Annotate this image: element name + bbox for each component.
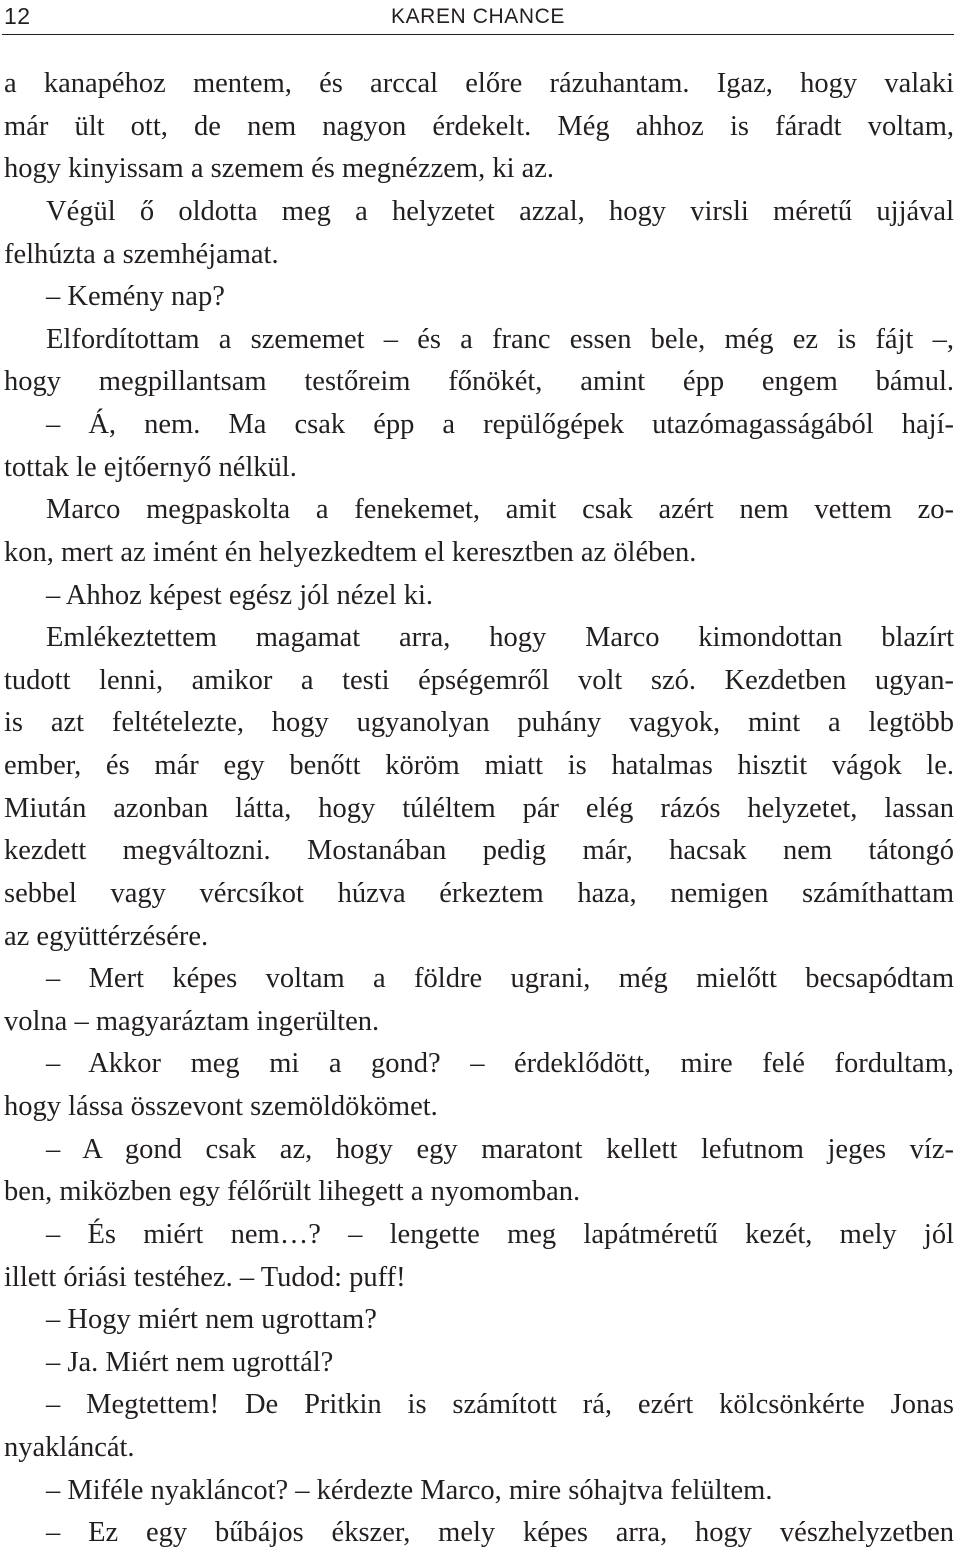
text-line: tottak le ejtőernyő nélkül. <box>4 451 297 483</box>
running-title: KAREN CHANCE <box>390 5 566 28</box>
text-line: hogy megpillantsam testőreim főnökét, amint épp engem bámul. <box>4 366 954 398</box>
text-line: Marco megpaskolta a fenekemet, amit csak azért nem vettem zo- <box>46 494 954 526</box>
text-line: – Hogy miért nem ugrottam? <box>46 1304 377 1336</box>
text-line: tudott lenni, amikor a testi épségemről volt szó. Kezdetben ugyan- <box>4 664 954 696</box>
text-line: – Mert képes voltam a földre ugrani, még mielőtt becsapódtam <box>46 963 954 995</box>
text-line: hogy kinyissam a szemem és megnézzem, ki az. <box>4 153 555 185</box>
text-line: ember, és már egy benőtt köröm miatt is hatalmas hisztit vágok le. <box>4 750 954 781</box>
text-line: kezdett megváltozni. Mostanában pedig már, hacsak nem tátongó <box>4 835 954 867</box>
text-line: Végül ő oldotta meg a helyzetet azzal, hogy virsli méretű ujjával <box>46 195 954 227</box>
text-line: nyakláncát. <box>4 1432 135 1463</box>
text-line: ben, miközben egy félőrült lihegett a nyomomban. <box>4 1176 581 1208</box>
text-line: volna – magyaráztam ingerülten. <box>4 1005 380 1037</box>
text-line: – A gond csak az, hogy egy maratont kellett lefutnom jeges víz- <box>46 1133 954 1165</box>
text-line: hogy lássa összevont szemöldökömet. <box>4 1091 438 1122</box>
text-line: – Kemény nap? <box>46 281 225 313</box>
text-line: sebbel vagy vércsíkot húzva érkeztem haza, nemigen számíthattam <box>4 877 954 909</box>
text-line: illett óriási testéhez. – Tudod: puff! <box>4 1261 406 1293</box>
text-line: – Ahhoz képest egész jól nézel ki. <box>46 579 434 611</box>
page-number: 12 <box>4 3 31 29</box>
text-line: – Akkor meg mi a gond? – érdeklődött, mire felé fordultam, <box>46 1048 954 1080</box>
text-line: – Ja. Miért nem ugrottál? <box>46 1346 334 1378</box>
body-text <box>4 63 954 1555</box>
text-line: az együttérzésére. <box>4 920 209 952</box>
text-line: – És miért nem…? – lengette meg lapátméretű kezét, mely jól <box>46 1218 954 1250</box>
text-line: – Á, nem. Ma csak épp a repülőgépek utazómagasságából hají- <box>46 409 954 440</box>
text-line: Emlékeztettem magamat arra, hogy Marco kimondottan blazírt <box>46 622 954 654</box>
text-line: is azt feltételezte, hogy ugyanolyan puhány vagyok, mint a legtöbb <box>4 707 954 739</box>
text-line: – Megtettem! De Pritkin is számított rá, ezért kölcsönkérte Jonas <box>46 1389 954 1421</box>
running-header <box>2 0 954 35</box>
text-line: felhúzta a szemhéjamat. <box>4 238 279 270</box>
text-line: kon, mert az imént én helyezkedtem el keresztben az ölében. <box>4 536 697 568</box>
text-line: – Ez egy bűbájos ékszer, mely képes arra, hogy vészhelyzetben <box>46 1517 954 1549</box>
text-line: már ült ott, de nem nagyon érdekelt. Még ahhoz is fáradt voltam, <box>4 110 954 142</box>
text-line: Miután azonban látta, hogy túléltem pár elég rázós helyzetet, lassan <box>4 792 954 824</box>
text-line: Elfordítottam a szememet – és a franc essen bele, még ez is fájt –, <box>46 323 954 355</box>
text-line: a kanapéhoz mentem, és arccal előre rázuhantam. Igaz, hogy valaki <box>4 68 954 99</box>
text-line: – Miféle nyakláncot? – kérdezte Marco, mire sóhajtva felültem. <box>46 1474 773 1506</box>
